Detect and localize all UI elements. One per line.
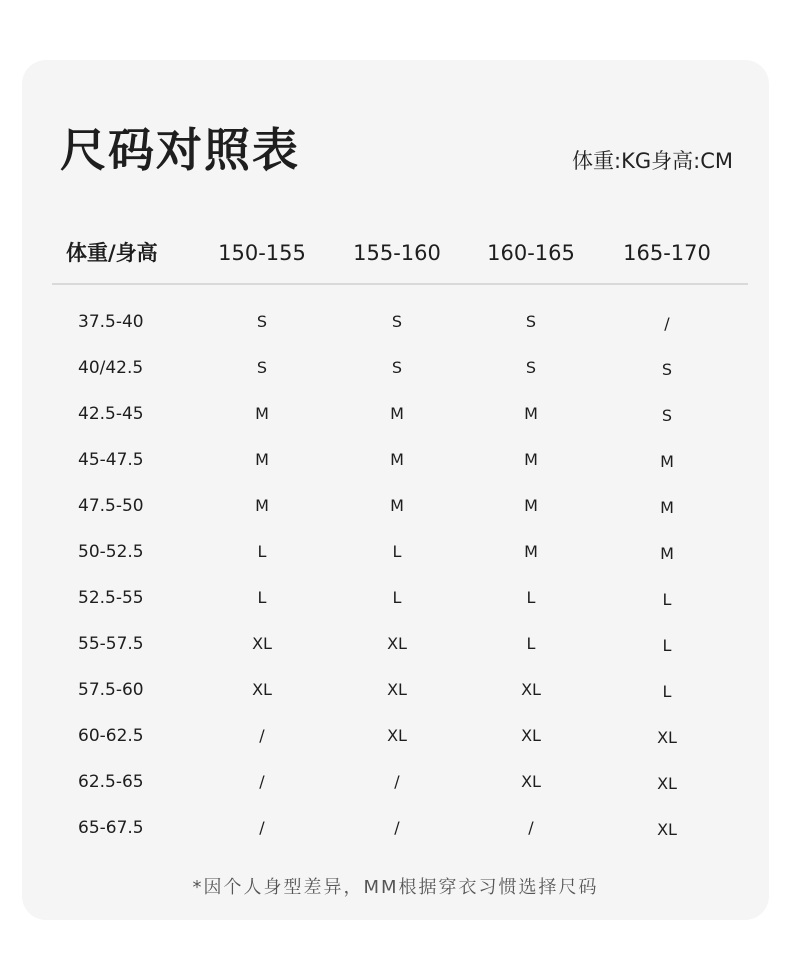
size-cell: XL: [387, 680, 407, 699]
size-cell: L: [662, 636, 672, 655]
size-cell: M: [660, 498, 674, 517]
size-cell: /: [259, 818, 265, 837]
weight-range-cell: 57.5-60: [78, 680, 144, 700]
weight-range-cell: 42.5-45: [78, 404, 144, 424]
weight-range-cell: 40/42.5: [78, 358, 144, 378]
size-cell: M: [255, 496, 269, 515]
size-cell: XL: [387, 634, 407, 653]
size-cell: XL: [521, 726, 541, 745]
table-row: [22, 492, 769, 538]
size-cell: XL: [657, 728, 677, 747]
size-cell: S: [256, 312, 268, 331]
height-column-header: 155-160: [353, 241, 441, 265]
size-cell: S: [525, 358, 537, 377]
table-header-row: [22, 238, 769, 274]
size-cell: XL: [521, 772, 541, 791]
size-table-body: [22, 308, 769, 860]
weight-range-cell: 62.5-65: [78, 772, 144, 792]
size-cell: L: [662, 590, 672, 609]
size-cell: XL: [521, 680, 541, 699]
size-cell: /: [528, 818, 534, 837]
size-cell: S: [661, 406, 673, 425]
size-cell: L: [257, 588, 267, 607]
weight-range-cell: 47.5-50: [78, 496, 144, 516]
unit-note: 体重:KG身高:CM: [572, 149, 733, 173]
header-divider: [52, 283, 748, 285]
size-cell: M: [524, 450, 538, 469]
size-cell: S: [256, 358, 268, 377]
size-cell: L: [257, 542, 267, 561]
size-cell: M: [390, 404, 404, 423]
footnote: *因个人身型差异，MM根据穿衣习惯选择尺码: [192, 877, 599, 898]
table-row: [22, 308, 769, 354]
size-cell: M: [255, 404, 269, 423]
size-cell: /: [394, 818, 400, 837]
size-cell: M: [660, 544, 674, 563]
size-cell: /: [259, 726, 265, 745]
size-cell: /: [664, 314, 670, 333]
size-cell: /: [394, 772, 400, 791]
size-cell: /: [259, 772, 265, 791]
weight-range-cell: 50-52.5: [78, 542, 144, 562]
table-row: [22, 814, 769, 860]
table-row: [22, 630, 769, 676]
corner-header: 体重/身高: [66, 241, 158, 265]
table-row: [22, 354, 769, 400]
size-cell: XL: [252, 634, 272, 653]
weight-range-cell: 52.5-55: [78, 588, 144, 608]
size-cell: L: [392, 542, 402, 561]
size-cell: L: [392, 588, 402, 607]
size-cell: XL: [657, 820, 677, 839]
size-cell: S: [391, 358, 403, 377]
size-cell: S: [525, 312, 537, 331]
height-column-header: 165-170: [623, 241, 711, 265]
size-chart-card: [22, 60, 769, 920]
size-cell: L: [662, 682, 672, 701]
weight-range-cell: 65-67.5: [78, 818, 144, 838]
table-row: [22, 400, 769, 446]
size-cell: L: [526, 588, 536, 607]
table-row: [22, 584, 769, 630]
page-title: 尺码对照表: [60, 123, 300, 177]
weight-range-cell: 60-62.5: [78, 726, 144, 746]
table-row: [22, 768, 769, 814]
size-cell: M: [660, 452, 674, 471]
size-cell: M: [524, 404, 538, 423]
weight-range-cell: 45-47.5: [78, 450, 144, 470]
table-row: [22, 722, 769, 768]
table-row: [22, 446, 769, 492]
size-cell: XL: [657, 774, 677, 793]
weight-range-cell: 55-57.5: [78, 634, 144, 654]
size-cell: S: [661, 360, 673, 379]
size-cell: M: [524, 496, 538, 515]
size-cell: M: [390, 496, 404, 515]
size-cell: S: [391, 312, 403, 331]
size-cell: M: [390, 450, 404, 469]
size-cell: XL: [252, 680, 272, 699]
table-row: [22, 538, 769, 584]
size-cell: L: [526, 634, 536, 653]
size-cell: M: [524, 542, 538, 561]
size-cell: M: [255, 450, 269, 469]
table-row: [22, 676, 769, 722]
size-cell: XL: [387, 726, 407, 745]
height-column-header: 150-155: [218, 241, 306, 265]
height-column-header: 160-165: [487, 241, 575, 265]
weight-range-cell: 37.5-40: [78, 312, 144, 332]
